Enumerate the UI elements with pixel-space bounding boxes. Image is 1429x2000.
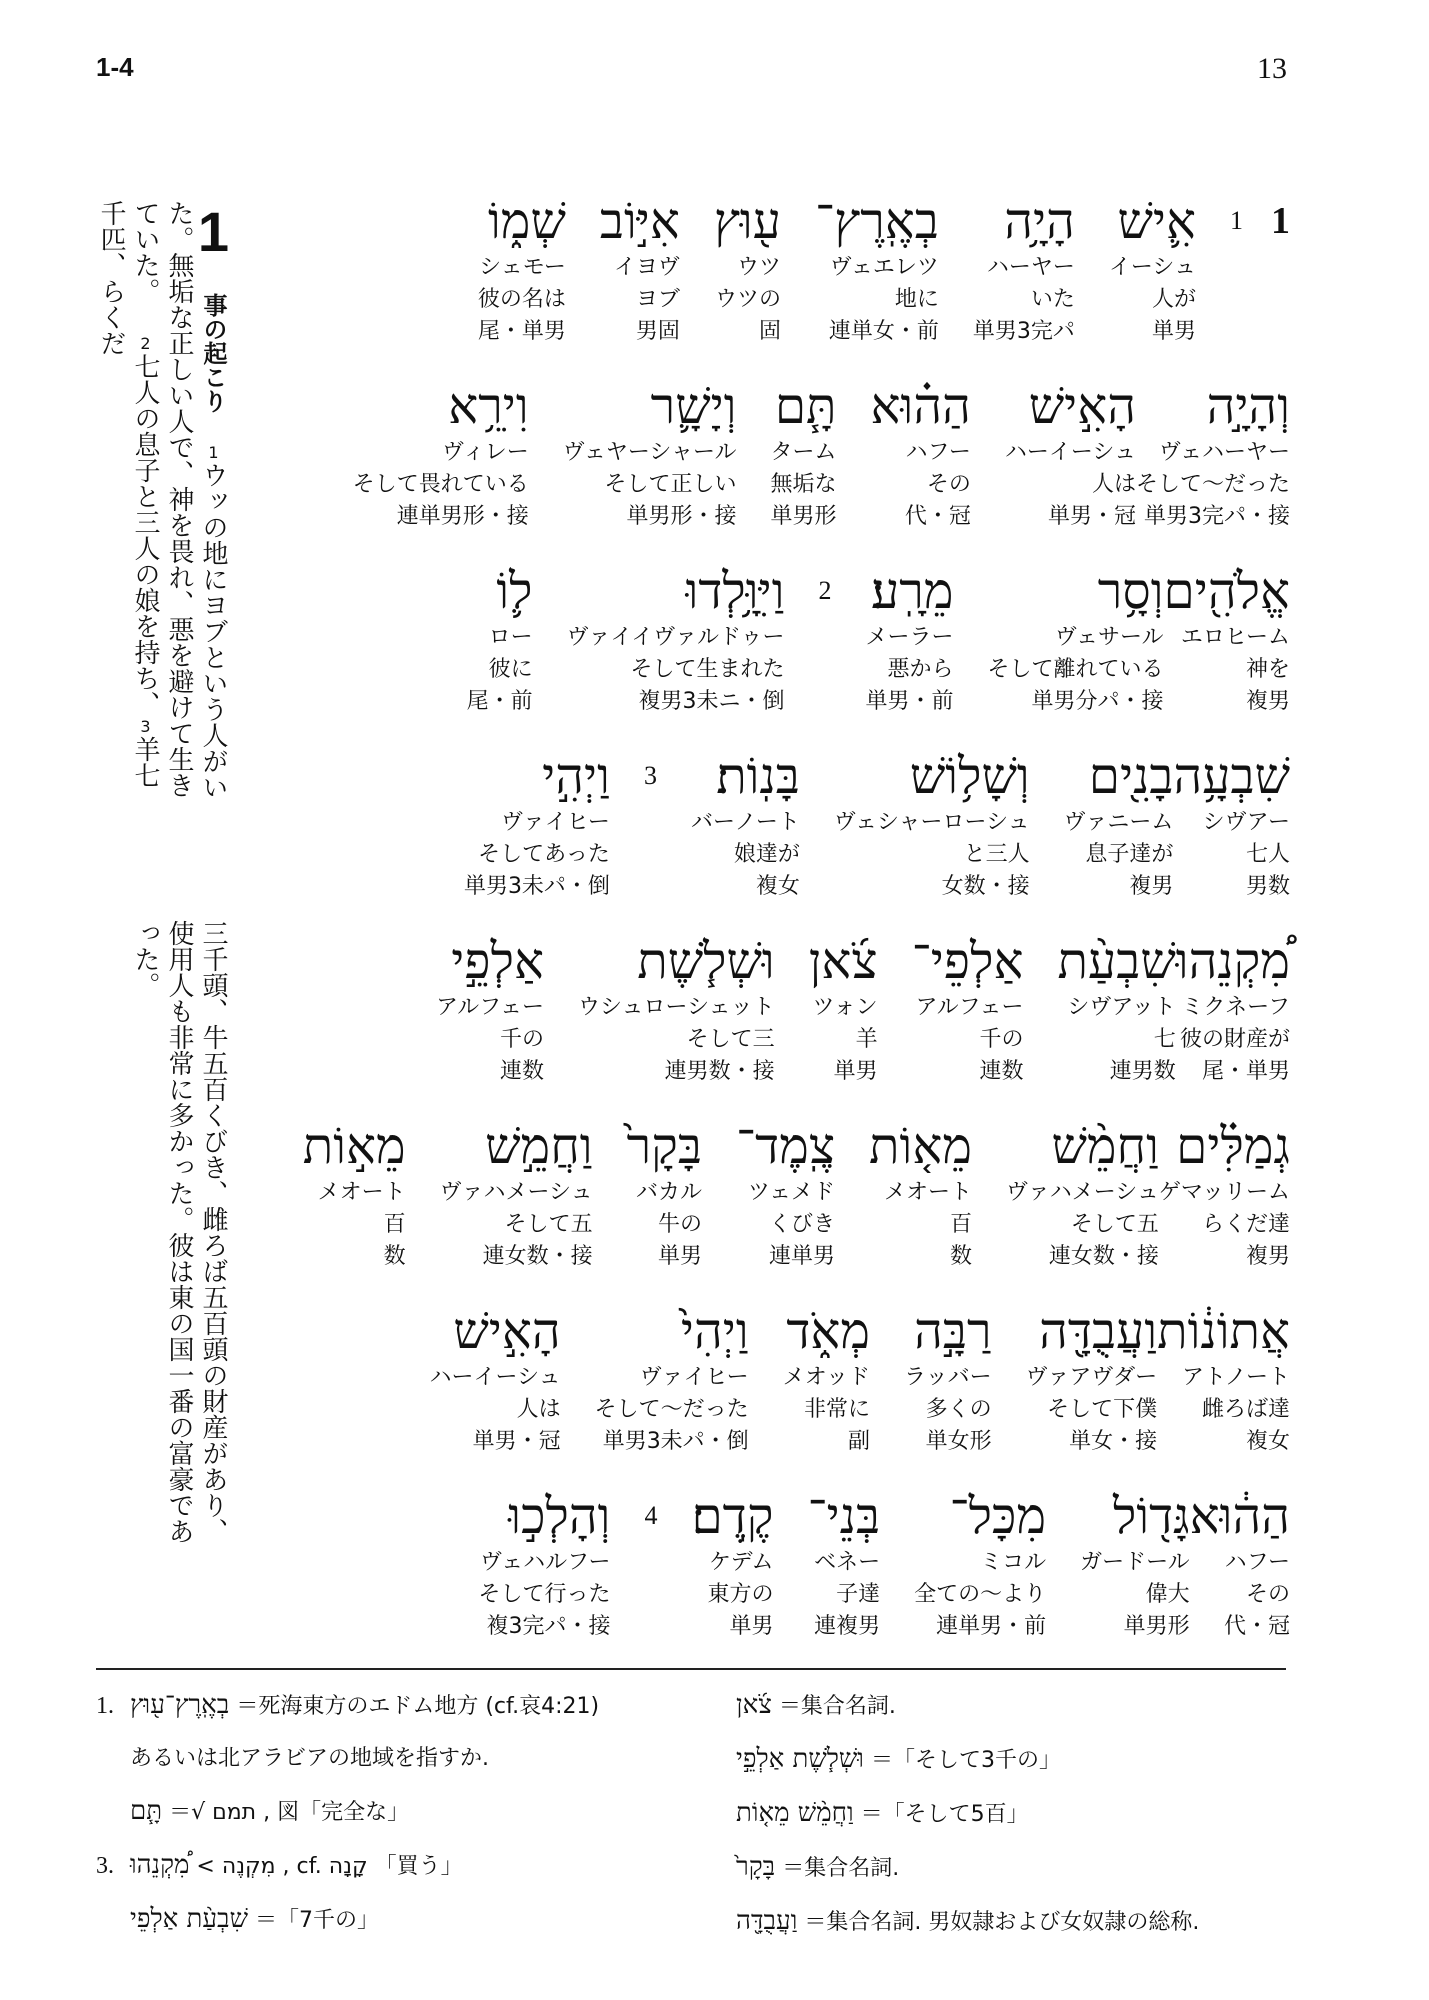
word-cell (563, 375, 737, 533)
hebrew-word: וַחֲמֵ֨שׁ (1051, 1117, 1159, 1175)
hebrew-word: בָּנֽוֹת׃ (716, 747, 800, 805)
hebrew-word: מֵא֣וֹת (302, 1117, 406, 1175)
footnote-text: ＝「そして5百」 (860, 1802, 1029, 1827)
footnote-hebrew: מִ֠קְנֵהוּ (130, 1850, 190, 1880)
grammar-tag: 尾・前 (466, 689, 533, 714)
grammar-tag: 複男 (1129, 874, 1174, 899)
grammar-tag: 単男分パ・接 (1031, 689, 1164, 714)
grammar-tag: 尾・単男 (477, 319, 566, 344)
footnote-hebrew: שִׁבְעַ֨ת אַלְפֵי (130, 1904, 248, 1934)
transliteration: ウツ (737, 255, 782, 280)
gloss: 彼の財産が (1179, 1027, 1290, 1052)
word-cell (1006, 1115, 1159, 1273)
word-cell (1080, 1485, 1190, 1643)
verse-number: 4 (644, 1501, 658, 1530)
hebrew-word: וִירֵ֥א (448, 377, 529, 435)
gloss: 子達 (836, 1582, 881, 1607)
gloss: 全ての～より (914, 1582, 1047, 1607)
hebrew-word: בָנִ֖ים (1088, 747, 1174, 805)
transliteration: エロヒーム (1180, 625, 1290, 650)
transliteration: ヴェサール (1054, 625, 1164, 650)
interlinear-line (290, 1115, 1290, 1300)
hebrew-word: אַלְפֵ֣י (451, 932, 544, 990)
gloss: いた (1030, 287, 1075, 312)
word-cell (1109, 190, 1196, 348)
hebrew-word: קֶֽדֶם׃ (691, 1487, 774, 1545)
word-cell (478, 1485, 610, 1643)
word-cell (809, 930, 878, 1088)
gloss: そして生まれた (630, 657, 785, 682)
translation-column-2 (90, 920, 230, 1560)
verse-marker: 1 (204, 443, 223, 462)
transliteration: バカル (635, 1180, 702, 1205)
word-cell (303, 1115, 406, 1273)
gloss: そして行った (478, 1582, 611, 1607)
grammar-tag: 代・冠 (904, 504, 971, 529)
footnote (736, 1798, 1296, 1830)
transliteration: ツォン (812, 995, 878, 1020)
hebrew-word: וְיָשָׁ֛ר (650, 377, 737, 435)
grammar-tag: 尾・単男 (1201, 1059, 1290, 1084)
word-cell (871, 375, 971, 533)
grammar-tag: 数 (383, 1244, 406, 1269)
word-cell (1157, 1300, 1290, 1458)
hebrew-word: הָיָ֥ה (1004, 192, 1075, 250)
chapter-number: 1 (1271, 200, 1290, 242)
section-title: 事の起こり (199, 293, 227, 413)
gloss: 人は (1091, 472, 1136, 497)
footnote-text: ＝「7千の」 (254, 1908, 379, 1933)
footnote (96, 1796, 736, 1828)
gloss: 無垢な (770, 472, 837, 497)
footnote-text: ＝死海東方のエドム地方 (cf.哀4:21) (236, 1694, 600, 1719)
word-cell (736, 1115, 835, 1273)
transliteration: ターム (770, 440, 837, 465)
hebrew-word: וַחֲמֵ֣שׁ (485, 1117, 593, 1175)
hebrew-word: וַיְהִי֙ (680, 1302, 749, 1360)
gloss: そして～だった (1135, 472, 1290, 497)
hebrew-word: שִׁבְעָ֥ה (1173, 747, 1290, 805)
hebrew-word: מֵא֤וֹת (869, 1117, 972, 1175)
transliteration: ベネー (814, 1550, 881, 1575)
grammar-tag: 単男・前 (865, 689, 954, 714)
grammar-tag: 連複男 (814, 1614, 881, 1639)
grammar-tag: 単女形 (925, 1429, 992, 1454)
word-cell (440, 1115, 593, 1273)
hebrew-word: וּשְׁלֹ֧שֶׁת (637, 932, 775, 990)
transliteration: ヴァイヒー (501, 810, 610, 835)
transliteration: ヴェシャーローシュ (833, 810, 1030, 835)
footnote-hebrew: וּשְׁלֹ֧שֶׁת אַלְפֵ֣י (736, 1744, 864, 1774)
translation-chapter-number: 1 (182, 200, 245, 263)
interlinear-text (290, 190, 1290, 1670)
transliteration: メオート (883, 1180, 972, 1205)
transliteration: ヴァアヴダー (1025, 1365, 1158, 1390)
translation-column-1 (90, 200, 245, 810)
footnote (96, 1850, 736, 1882)
grammar-tag: 数 (949, 1244, 972, 1269)
word-cell (783, 1300, 870, 1458)
grammar-tag: 単男形 (1123, 1614, 1190, 1639)
interlinear-line (290, 1485, 1290, 1670)
gloss: 千の (979, 1027, 1024, 1052)
word-cell (988, 560, 1164, 718)
gloss: 百 (383, 1212, 406, 1237)
transliteration: ヴァイヒー (639, 1365, 749, 1390)
word-cell (866, 560, 954, 718)
footnote-divider (96, 1668, 1286, 1670)
word-cell (714, 190, 781, 348)
word-cell (430, 1300, 561, 1458)
word-cell (600, 190, 680, 348)
transliteration: ヴェハーヤー (1158, 440, 1290, 465)
grammar-tag: 固 (759, 319, 782, 344)
interlinear-line (290, 190, 1290, 375)
word-cell (1005, 375, 1136, 533)
grammar-tag: 単男・冠 (1047, 504, 1136, 529)
footnote-text: ＝√ תמם , 図「完全な」 (169, 1800, 410, 1825)
word-cell (1057, 930, 1175, 1088)
transliteration: ヴァハメーシュ (439, 1180, 593, 1205)
transliteration: アルフェー (915, 995, 1024, 1020)
footnote (736, 1852, 1296, 1884)
footnote-hebrew: תָּ֧ם (130, 1796, 163, 1826)
gloss: 彼の名は (477, 287, 566, 312)
transliteration: シヴアー (1202, 810, 1290, 835)
hebrew-word: בְאֶֽרֶץ־ (815, 192, 939, 250)
grammar-tag: 単女・接 (1069, 1429, 1158, 1454)
transliteration: ラッバー (904, 1365, 992, 1390)
translation-text: ウッの地にヨブという人がいた。無垢な正しい人で、神を畏れ、悪を避けて生きていた。 (130, 200, 228, 800)
gloss: 神を (1245, 657, 1290, 682)
word-cell (869, 1115, 972, 1273)
grammar-tag: 副 (848, 1429, 871, 1454)
grammar-tag: 単男・冠 (472, 1429, 561, 1454)
gloss: 牛の (657, 1212, 702, 1237)
grammar-tag: 連数 (499, 1059, 544, 1084)
word-cell (627, 1115, 702, 1273)
hebrew-word: הָאִ֣ישׁ (453, 1302, 561, 1360)
word-cell (1164, 560, 1290, 718)
gloss: 非常に (804, 1397, 871, 1422)
hebrew-word: צֹ֜אן (808, 932, 878, 990)
footnote (96, 1690, 736, 1722)
gloss: 人は (516, 1397, 561, 1422)
footnote-number: 3. (96, 1853, 114, 1879)
gloss: 多くの (925, 1397, 992, 1422)
word-cell (478, 190, 566, 348)
grammar-tag: 連単女・前 (828, 319, 939, 344)
verse-number: 3 (643, 761, 657, 790)
footnote (736, 1744, 1296, 1776)
hebrew-word: וַיְהִ֣י (542, 747, 610, 805)
interlinear-line (290, 745, 1290, 930)
footnote (96, 1904, 736, 1936)
gloss: 地に (894, 287, 939, 312)
footnote-number: 1. (96, 1693, 114, 1719)
word-cell (691, 1485, 773, 1643)
transliteration: ロー (488, 625, 533, 650)
footnote-text: ＝集合名詞. (778, 1694, 896, 1719)
hebrew-word: שִׁבְעַ֨ת (1057, 932, 1176, 990)
grammar-tag: 単男形・接 (626, 504, 737, 529)
hebrew-word: הַה֗וּא (870, 377, 971, 435)
word-cell (914, 1485, 1046, 1643)
hebrew-word: ל֛וֹ (496, 562, 533, 620)
word-cell (467, 560, 533, 718)
gloss: そして下僕 (1047, 1397, 1158, 1422)
word-cell (567, 560, 785, 718)
grammar-tag: 連単男形・接 (396, 504, 529, 529)
gloss: ウツの (715, 287, 782, 312)
word-cell (595, 1300, 749, 1458)
footnotes-right (736, 1690, 1296, 1960)
grammar-tag: 単男3完パ (972, 319, 1075, 344)
hebrew-word: מֵרָֽע׃ (871, 562, 954, 620)
grammar-tag: 連女数・接 (1048, 1244, 1159, 1269)
word-cell (973, 190, 1075, 348)
grammar-tag: 代・冠 (1223, 1614, 1290, 1639)
hebrew-word: אֲתוֹנ֔וֹת (1157, 1302, 1290, 1360)
gloss: ヨブ (635, 287, 680, 312)
hebrew-word: אַלְפֵי־ (911, 932, 1024, 990)
interlinear-line (290, 560, 1290, 745)
word-cell (464, 745, 610, 903)
page-number: 13 (1257, 52, 1287, 85)
transliteration: メーラー (865, 625, 954, 650)
gloss: そして五 (504, 1212, 593, 1237)
hebrew-word: תָּ֧ם (774, 377, 837, 435)
transliteration: ヴァハメーシュ (1005, 1180, 1159, 1205)
footnotes-left (96, 1690, 736, 1958)
gloss: と三人 (963, 842, 1030, 867)
footnote-hebrew: בָּקָר֙ (736, 1852, 776, 1882)
grammar-tag: 複男 (1245, 1244, 1290, 1269)
gloss: らくだ達 (1201, 1212, 1290, 1237)
footnote (736, 1906, 1296, 1938)
hebrew-word: הַה֔וּא (1189, 1487, 1290, 1545)
grammar-tag: 単男3完パ・接 (1144, 504, 1290, 529)
word-cell (904, 1300, 992, 1458)
transliteration: ヴェエレツ (829, 255, 939, 280)
hebrew-word: בְּנֵי־ (807, 1487, 881, 1545)
transliteration: イヨヴ (613, 255, 680, 280)
word-cell (353, 375, 529, 533)
hebrew-word: וְסָ֥ר (1097, 562, 1164, 620)
grammar-tag: 複男 (1245, 689, 1290, 714)
grammar-tag: 複女 (755, 874, 800, 899)
word-cell (834, 745, 1030, 903)
hebrew-word: וַיִּוָּ֥לְדוּ (685, 562, 785, 620)
gloss: そして離れている (987, 657, 1164, 682)
hebrew-word: צֶֽמֶד־ (736, 1117, 836, 1175)
transliteration: ツェメド (747, 1180, 836, 1205)
transliteration: ヴァイイヴァルドゥー (566, 625, 785, 650)
word-cell (1064, 745, 1174, 903)
transliteration: イーシュ (1108, 255, 1196, 280)
interlinear-line (290, 1300, 1290, 1485)
gloss: 悪から (887, 657, 954, 682)
gloss: 七人 (1245, 842, 1290, 867)
gloss: その (926, 472, 971, 497)
transliteration: ハフー (1224, 1550, 1290, 1575)
hebrew-word: הָאִ֣ישׁ (1028, 377, 1136, 435)
gloss: 七 (1153, 1027, 1176, 1052)
footnote (96, 1744, 736, 1774)
gloss: 千の (499, 1027, 544, 1052)
grammar-tag: 単男3未パ・倒 (602, 1429, 749, 1454)
footnote-text: ＝集合名詞. (782, 1856, 900, 1881)
word-cell (436, 930, 544, 1088)
grammar-tag: 男数 (1245, 874, 1290, 899)
word-cell (1176, 930, 1290, 1088)
word-cell (1190, 1485, 1290, 1643)
translation-text: 三千頭、牛五百くびき、雌ろば五百頭の財産があり、使用人も非常に多かった。彼は東の国一番の富豪であった。 (130, 920, 228, 1544)
gloss: 娘達が (733, 842, 800, 867)
footnote-hebrew: וַחֲמֵ֨שׁ מֵא֤וֹת (736, 1798, 854, 1828)
footnote (736, 1690, 1296, 1722)
hebrew-word: וְשָׁל֥וֹשׁ (909, 747, 1030, 805)
transliteration: アトノート (1181, 1365, 1290, 1390)
grammar-tag: 連単男・前 (936, 1614, 1047, 1639)
transliteration: ケデム (709, 1550, 774, 1575)
transliteration: ミコル (980, 1550, 1047, 1575)
transliteration: ゲマッリーム (1158, 1180, 1290, 1205)
hebrew-word: ע֖וּץ (713, 192, 782, 250)
footnote-hebrew: צֹ֜אן (736, 1690, 772, 1720)
grammar-tag: 連男数・接 (664, 1059, 775, 1084)
word-cell (771, 375, 837, 533)
transliteration: シヴアット (1067, 995, 1176, 1020)
grammar-tag: 女数・接 (941, 874, 1030, 899)
gloss: 百 (949, 1212, 972, 1237)
gloss: 雌ろば達 (1201, 1397, 1290, 1422)
word-cell (691, 745, 800, 903)
gloss: そして正しい (604, 472, 737, 497)
hebrew-word: מִ֠קְנֵהוּ (1175, 932, 1290, 990)
gloss: その (1245, 1582, 1290, 1607)
hebrew-word: וְהָלְכ֣וּ (508, 1487, 611, 1545)
transliteration: ウシュローシェット (578, 995, 775, 1020)
footnote-hebrew: וַעֲבֻדָּ֖ה (736, 1906, 798, 1936)
transliteration: ハーイーシュ (429, 1365, 561, 1390)
grammar-tag: 単男 (657, 1244, 702, 1269)
gloss: そして～だった (594, 1397, 749, 1422)
gloss: 羊 (855, 1027, 878, 1052)
hebrew-word: גְמַלִּ֗ים (1176, 1117, 1290, 1175)
word-cell (578, 930, 775, 1088)
gloss: 息子達が (1085, 842, 1174, 867)
transliteration: ハフー (905, 440, 971, 465)
hebrew-word: וְהָיָ֣ה (1206, 377, 1290, 435)
grammar-tag: 連数 (979, 1059, 1024, 1084)
translation-text: 羊七千匹、らくだ (96, 200, 160, 788)
verse-number: 1 (1230, 206, 1243, 235)
grammar-tag: 複女 (1245, 1429, 1290, 1454)
gloss: そして三 (686, 1027, 775, 1052)
gloss: そして五 (1070, 1212, 1159, 1237)
interlinear-line (290, 930, 1290, 1115)
transliteration: メオッド (782, 1365, 871, 1390)
hebrew-word: מְאֹ֑ד (786, 1302, 871, 1360)
gloss: 東方の (707, 1582, 774, 1607)
grammar-tag: 単男3未パ・倒 (463, 874, 610, 899)
word-cell (1136, 375, 1290, 533)
gloss: くびき (769, 1212, 836, 1237)
hebrew-word: רַבָּ֣ה (914, 1302, 992, 1360)
translation-text: 七人の息子と三人の娘を持ち、 (130, 353, 160, 717)
hebrew-word: אִיּ֣וֹב (599, 192, 680, 250)
gloss: そしてあった (478, 842, 610, 867)
grammar-tag: 連女数・接 (482, 1244, 593, 1269)
verse-marker: 2 (136, 334, 155, 353)
chapter-range: 1-4 (96, 52, 134, 82)
grammar-tag: 男固 (635, 319, 680, 344)
word-cell (807, 1485, 880, 1643)
footnote-text: あるいは北アラビアの地域を指すか. (130, 1746, 489, 1771)
transliteration: メオート (317, 1180, 406, 1205)
footnote-text: < מִקְנֶה , cf. קָנָה 「買う」 (196, 1854, 463, 1879)
transliteration: シェモー (479, 255, 566, 280)
grammar-tag: 単男 (729, 1614, 774, 1639)
transliteration: アルフェー (435, 995, 544, 1020)
hebrew-word: אֱלֹהִ֖ים (1163, 562, 1290, 620)
footnote-text: ＝集合名詞. 男奴隷および女奴隷の総称. (804, 1910, 1200, 1935)
transliteration: ミクネーフ (1181, 995, 1290, 1020)
transliteration: ガードール (1080, 1550, 1190, 1575)
transliteration: ヴェハルフー (480, 1550, 611, 1575)
word-cell (1173, 745, 1290, 903)
verse-marker: 3 (136, 717, 155, 736)
transliteration: ヴェヤーシャール (562, 440, 737, 465)
hebrew-word: בָּקָר֙ (626, 1117, 702, 1175)
grammar-tag: 連男数 (1109, 1059, 1176, 1084)
grammar-tag: 複3完パ・接 (486, 1614, 611, 1639)
gloss: 人が (1151, 287, 1196, 312)
word-cell (912, 930, 1024, 1088)
grammar-tag: 単男形 (770, 504, 837, 529)
hebrew-word: גָּד֖וֹל (1112, 1487, 1190, 1545)
verse-number: 2 (818, 576, 832, 605)
transliteration: ヴィレー (442, 440, 529, 465)
gloss: そして畏れている (352, 472, 529, 497)
hebrew-word: וַעֲבֻדָּ֖ה (1039, 1302, 1158, 1360)
hebrew-word: אִ֛ישׁ (1117, 192, 1196, 250)
footnote-hebrew: בְאֶֽרֶץ־ע֖וּץ (130, 1690, 230, 1720)
footnote-text: ＝「そして3千の」 (870, 1748, 1061, 1773)
grammar-tag: 単男 (833, 1059, 878, 1084)
hebrew-word: שְׁמ֑וֹ (488, 192, 566, 250)
gloss: 偉大 (1145, 1582, 1190, 1607)
grammar-tag: 複男3未ニ・倒 (638, 689, 785, 714)
interlinear-line (290, 375, 1290, 560)
word-cell (1026, 1300, 1158, 1458)
word-cell (815, 190, 939, 348)
grammar-tag: 単男 (1151, 319, 1196, 344)
transliteration: バーノート (690, 810, 800, 835)
word-cell (1159, 1115, 1290, 1273)
transliteration: ハーヤー (986, 255, 1075, 280)
transliteration: ハーイーシュ (1004, 440, 1136, 465)
gloss: 彼に (488, 657, 533, 682)
grammar-tag: 連単男 (769, 1244, 836, 1269)
hebrew-word: מִכָּל־ (949, 1487, 1047, 1545)
transliteration: ヴァニーム (1063, 810, 1174, 835)
